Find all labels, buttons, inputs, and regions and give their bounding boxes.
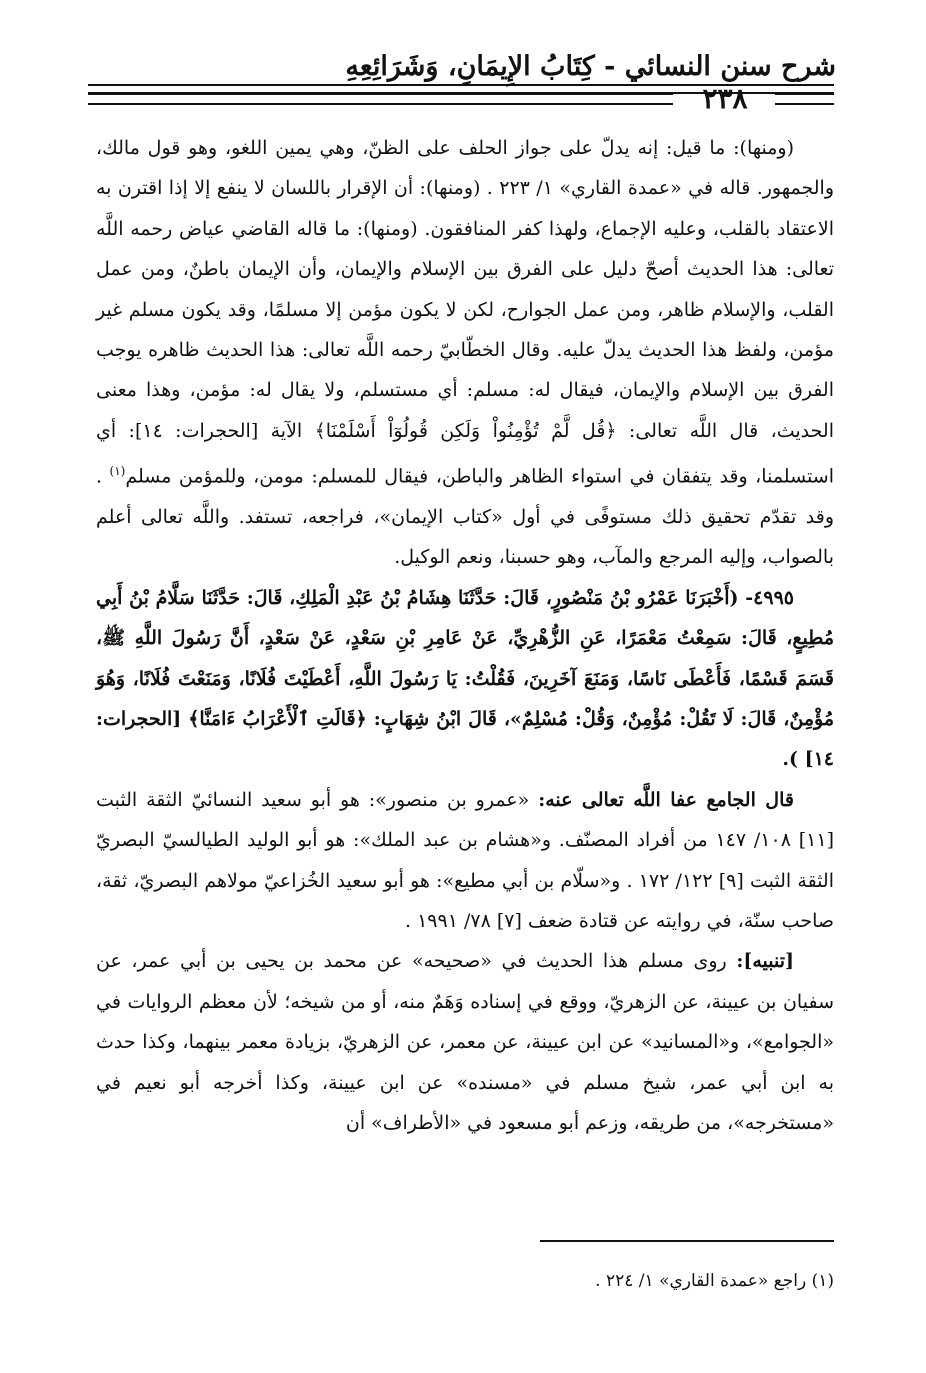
page-number: ٢٣٨ xyxy=(702,82,748,115)
header-rule-right xyxy=(775,93,834,105)
paragraph-text: روى مسلم هذا الحديث في «صحيحه» عن محمد بن يحيى بن أبي عمر، عن سفيان بن عيينة، عن الزهريّ، ووقع في إسناده وَهَمٌ منه، أو من شيخه؛ لأن معظم الروايات في «الجوامع»، و«المسانيد» عن ابن عيينة، عن معمر، عن الزهريّ، بزيادة معمر بينهما، وكذا حدث به ابن أبي عمر، شيخ مسلم في «مسنده» عن ابن عيينة، وكذا أخرجه أبو نعيم في «مستخرجه»، من طريقه، وزعم أبو مسعود في «الأطراف» أن xyxy=(96,950,834,1135)
footnote: (١) راجع «عمدة القاري» ١/ ٢٢٤ . xyxy=(595,1271,834,1291)
note-lead: [تنبيه]: xyxy=(736,950,794,973)
main-text xyxy=(96,128,834,1143)
paragraph-commentary xyxy=(96,128,834,578)
paragraph-note xyxy=(96,941,834,1143)
paragraph-narrators xyxy=(96,780,834,942)
running-header-title: شرح سنن النسائي - كِتَابُ الإِيمَانِ، وَشَرَائِعِهِ xyxy=(345,51,836,82)
paragraph-text: «عمرو بن منصور»: هو أبو سعيد النسائيّ الثقة الثبت [١١] ١٠٨/ ١٤٧ من أفراد المصنّف. و«هشام بن عبد الملك»: هو أبو الوليد الطيالسيّ البصريّ الثقة الثبت [٩] ١٢٢/ ١٧٢ . و«سلّام بن أبي مطيع»: هو أبو سعيد الخُزاعيّ مولاهم البصريّ، ثقة، صاحب سنّة، في روايته عن قتادة ضعف [٧] ٧٨/ ١٩٩١ . xyxy=(96,788,834,933)
footnote-marker[interactable]: (١) xyxy=(109,464,126,479)
paragraph-text-end: . وقد تقدّم تحقيق ذلك مستوفًى في أول «كتاب الإيمان»، فراجعه، تستفد. واللَّه تعالى أعلم بالصواب، وإليه المرجع والمآب، وهو حسبنا، ونعم الوكيل. xyxy=(96,465,834,569)
hadith-text: ٤٩٩٥- (أَخْبَرَنَا عَمْرُو بْنُ مَنْصُورٍ، قَالَ: حَدَّثَنَا هِشَامُ بْنُ عَبْدِ الْمَلِكِ، قَالَ: حَدَّثَنَا سَلَّامُ بْنُ أَبِي مُطِيعٍ، قَالَ: سَمِعْتُ مَعْمَرًا، عَنِ الزُّهْرِيِّ، عَنْ عَامِرِ بْنِ سَعْدٍ، عَنْ سَعْدٍ، أَنَّ رَسُولَ اللَّهِ ﷺ، قَسَمَ قَسْمًا، فَأَعْطَى نَاسًا، وَمَنَعَ آخَرِينَ، فَقُلْتُ: يَا رَسُولَ اللَّهِ، أَعْطَيْتَ فُلَانًا، وَمَنَعْتَ فُلَانًا، وَهُوَ مُؤْمِنٌ، قَالَ: لَا تَقُلْ: مُؤْمِنٌ، وَقُلْ: مُسْلِمٌ»، قَالَ ابْنُ شِهَابٍ: ﴿قَالَتِ ٱلْأَعْرَابُ ءَامَنَّا﴾ [الحجرات: ١٤] ). xyxy=(96,586,834,771)
paragraph-text: (ومنها): ما قيل: إنه يدلّ على جواز الحلف على الظنّ، وهي يمين اللغو، وهو قول مالك، والجمهور. قاله في «عمدة القاري» ١/ ٢٢٣ . (ومنها): أن الإقرار باللسان لا ينفع إلا إذا اقترن به الاعتقاد بالقلب، وعليه الإجماع، ولهذا كفر المنافقون. (ومنها): ما قاله القاضي عياض رحمه اللَّه تعالى: هذا الحديث أصحّ دليل على الفرق بين الإسلام والإيمان، وأن الإيمان باطنٌ، ومن عمل القلب، والإسلام ظاهر، ومن عمل الجوارح، لكن لا يكون مؤمن إلا مسلمًا، وقد يكون مسلم غير مؤمن، ولفظ هذا الحديث يدلّ عليه. وقال الخطّابيّ رحمه اللَّه تعالى: هذا الحديث ظاهره يوجب الفرق بين الإسلام والإيمان، فيقال له: مسلم: أي مستسلم، ولا يقال له: مؤمن، وهذا معنى الحديث، قال اللَّه تعالى: ﴿قُل لَّمْ تُؤْمِنُواْ وَلَكِن قُولُوٓاْ أَسْلَمْنَا﴾ الآية [الحجرات: ١٤]: أي استسلمنا، وقد يتفقان في استواء الظاهر والباطن، فيقال للمسلم: مومن، وللمؤمن مسلم xyxy=(96,137,834,488)
paragraph-lead: قال الجامع عفا اللَّه تعالى عنه: xyxy=(538,788,794,811)
footnote-separator xyxy=(540,1240,834,1242)
header-rule-left xyxy=(88,93,673,105)
